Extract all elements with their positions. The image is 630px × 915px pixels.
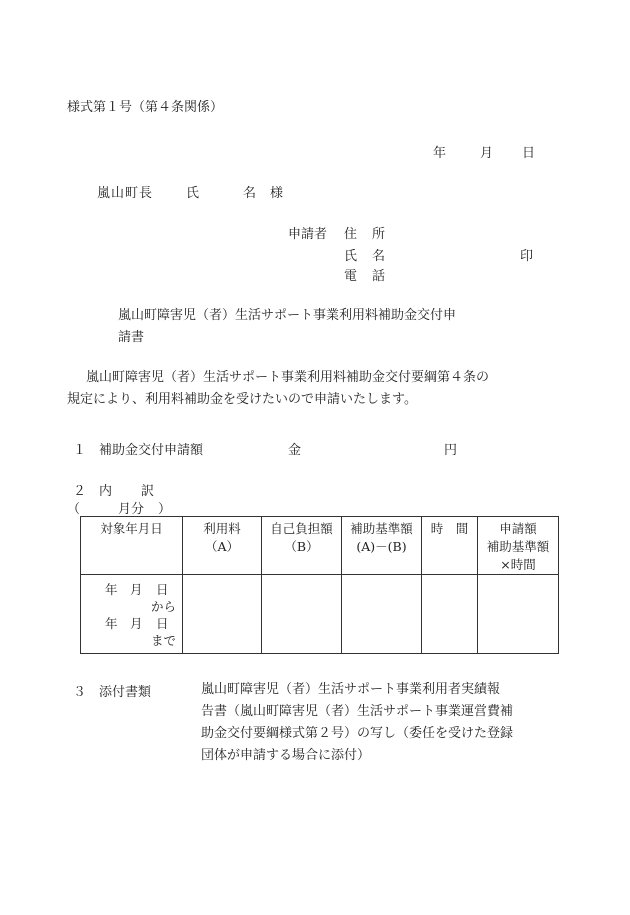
addressee-name-label-2: 名 — [243, 186, 257, 201]
item2-number: ２ — [73, 484, 87, 499]
document-title-line-1: 嵐山町障害児（者）生活サポート事業利用料補助金交付申 — [118, 308, 457, 323]
usage-fee-cell[interactable] — [183, 575, 262, 654]
date-year-label: 年 — [433, 146, 447, 161]
header-target-date: 対象年月日 — [81, 517, 183, 575]
attachment-text-line-4: 団体が申請する場合に添付） — [201, 748, 371, 763]
date-month-label: 月 — [480, 146, 494, 161]
header-usage-fee: 利用料 （A） — [183, 517, 262, 575]
attachment-text-line-3: 助金交付要綱様式第２号）の写し（委任を受けた登録 — [201, 726, 514, 741]
applicant-phone-label-1: 電 — [344, 269, 358, 284]
item2-label-1: 内 — [99, 484, 113, 499]
applicant-phone-label-2: 話 — [372, 269, 386, 284]
applicant-name-label-2: 名 — [372, 249, 386, 264]
applicant-name-label-1: 氏 — [344, 249, 358, 264]
item1-unit: 円 — [444, 443, 458, 458]
attachment-text-line-1: 嵐山町障害児（者）生活サポート事業利用者実績報 — [201, 682, 501, 697]
item3-label: 添付書類 — [99, 685, 152, 700]
addressee-town: 嵐山町長 — [97, 186, 154, 201]
applicant-address-label-2: 所 — [372, 227, 386, 242]
date-day-label: 日 — [522, 146, 536, 161]
item1-label: 補助金交付申請額 — [99, 443, 204, 458]
seal-mark: 印 — [520, 249, 534, 264]
application-amount-cell[interactable] — [478, 575, 559, 654]
applicant-address-label-1: 住 — [344, 227, 358, 242]
subsidy-base-cell[interactable] — [342, 575, 422, 654]
document-title-line-2: 請書 — [118, 330, 145, 345]
item1-currency-label: 金 — [288, 443, 302, 458]
self-pay-cell[interactable] — [262, 575, 342, 654]
hours-cell[interactable] — [422, 575, 478, 654]
form-number: 様式第１号（第４条関係） — [67, 100, 224, 115]
header-self-pay: 自己負担額 （B） — [262, 517, 342, 575]
body-text-line-1: 嵐山町障害児（者）生活サポート事業利用料補助金交付要綱第４条の — [86, 370, 490, 385]
item2-label-2: 訳 — [141, 484, 155, 499]
header-subsidy-base: 補助基準額 (A)－(B) — [342, 517, 422, 575]
addressee-honorific: 様 — [270, 186, 284, 201]
attachment-text-line-2: 告書（嵐山町障害児（者）生活サポート事業運営費補 — [201, 704, 514, 719]
body-text-line-2: 規定により、利用料補助金を受けたいので申請いたします。 — [67, 392, 417, 407]
table-header-row — [81, 517, 559, 575]
header-application-amount: 申請額 補助基準額 ×時間 — [478, 517, 559, 575]
applicant-label: 申請者 — [288, 227, 328, 242]
item1-number: １ — [73, 443, 87, 458]
month-close-paren: ） — [158, 502, 172, 517]
table-row — [81, 575, 559, 654]
period-cell: 年 月 日 から 年 月 日 まで — [81, 575, 183, 654]
item3-number: ３ — [73, 685, 87, 700]
month-open-paren: （ — [67, 502, 81, 517]
month-label: 月分 — [118, 502, 145, 517]
addressee-name-label-1: 氏 — [186, 186, 200, 201]
header-hours: 時 間 — [422, 517, 478, 575]
breakdown-table — [80, 516, 559, 654]
